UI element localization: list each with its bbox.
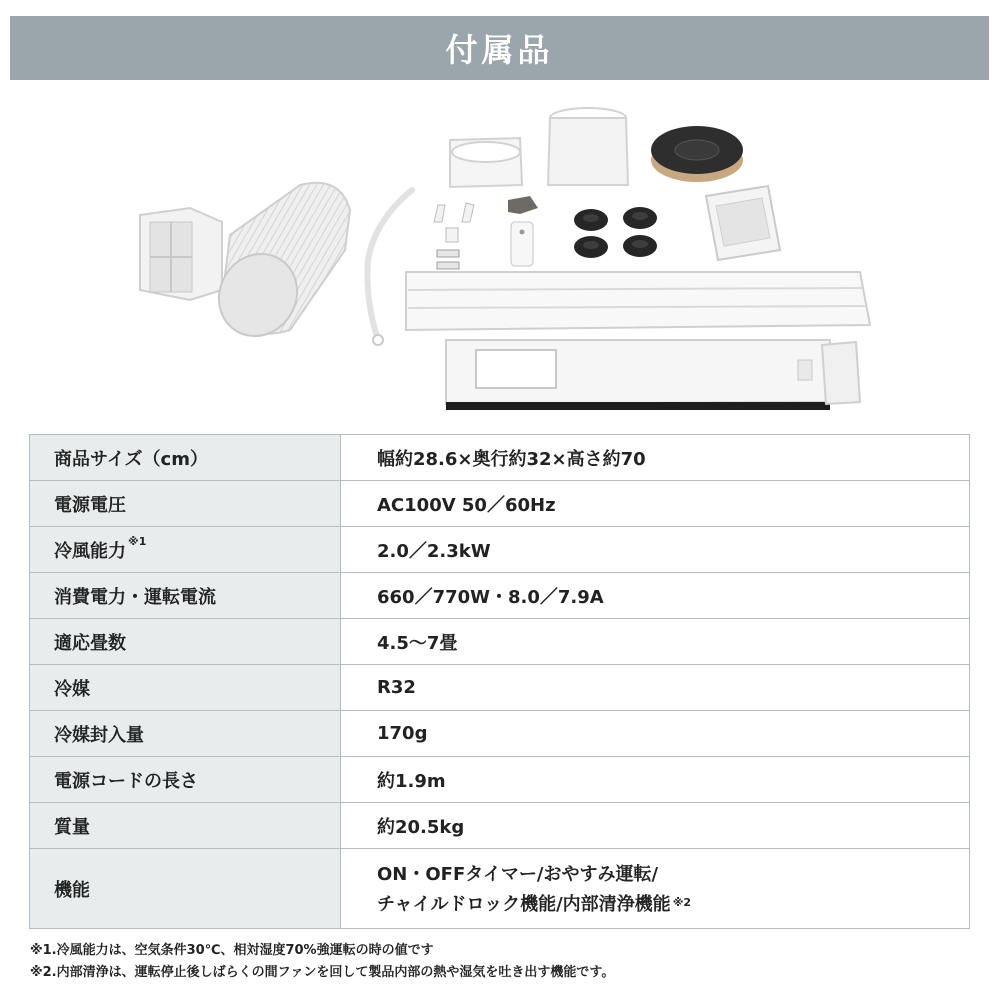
window-panel-rail [406,272,870,330]
table-row [30,849,970,929]
spec-value: R32 [341,665,970,711]
spec-label: 電源電圧 [30,481,341,527]
spec-table [29,434,970,929]
spec-value: 660／770W・8.0／7.9A [341,573,970,619]
spec-label: 商品サイズ（cm） [30,435,341,481]
hose-connector [450,138,522,187]
spec-label-cell [30,527,341,573]
spec-value-line-wrap [377,890,969,920]
spec-value: 2.0／2.3kW [341,527,970,573]
footnotes [30,940,990,984]
window-connector [548,108,628,185]
spec-value-cell [341,849,970,929]
spec-label: 冷媒 [30,665,341,711]
table-row [30,757,970,803]
table-row [30,573,970,619]
spec-label: 冷媒封入量 [30,711,341,757]
table-row [30,619,970,665]
accessories-illustration [0,90,1000,430]
table-row [30,711,970,757]
small-parts [434,196,538,269]
spec-value: 4.5〜7畳 [341,619,970,665]
spec-value: 170g [341,711,970,757]
window-adapter [140,208,222,300]
table-row [30,527,970,573]
drain-tray [706,186,780,260]
footnote-marker: ※1 [128,534,147,548]
page-title: 付属品 [445,31,554,69]
spec-value-line: チャイルドロック機能/内部清浄機能 [377,893,671,915]
spec-value-line: ON・OFFタイマー/おやすみ運転/ [377,863,659,885]
footnote: ※1.冷風能力は、空気条件30℃、相対湿度70%強運転の時の値です [30,943,434,958]
footnote-marker: ※2 [672,895,692,909]
table-row [30,435,970,481]
spec-value: 約20.5kg [341,803,970,849]
window-panel-plate [446,340,860,410]
exhaust-hose [204,183,350,351]
footnote: ※2.内部清浄は、運転停止後しばらくの間ファンを回して製品内部の熱や湿気を吐き出す機能です。 [30,965,615,980]
spec-label: 消費電力・運転電流 [30,573,341,619]
spec-label: 適応畳数 [30,619,341,665]
spec-value: AC100V 50／60Hz [341,481,970,527]
spec-label: 冷風能力 [54,540,126,562]
rubber-caps [574,207,657,258]
spec-value: 幅約28.6×奥行約32×高さ約70 [341,435,970,481]
spec-label: 質量 [30,803,341,849]
spec-value: 約1.9m [341,757,970,803]
title-bar [10,16,989,80]
spec-label: 機能 [30,849,341,929]
table-row [30,665,970,711]
table-row [30,803,970,849]
spec-label: 電源コードの長さ [30,757,341,803]
table-row [30,481,970,527]
seal-tape [651,126,743,182]
